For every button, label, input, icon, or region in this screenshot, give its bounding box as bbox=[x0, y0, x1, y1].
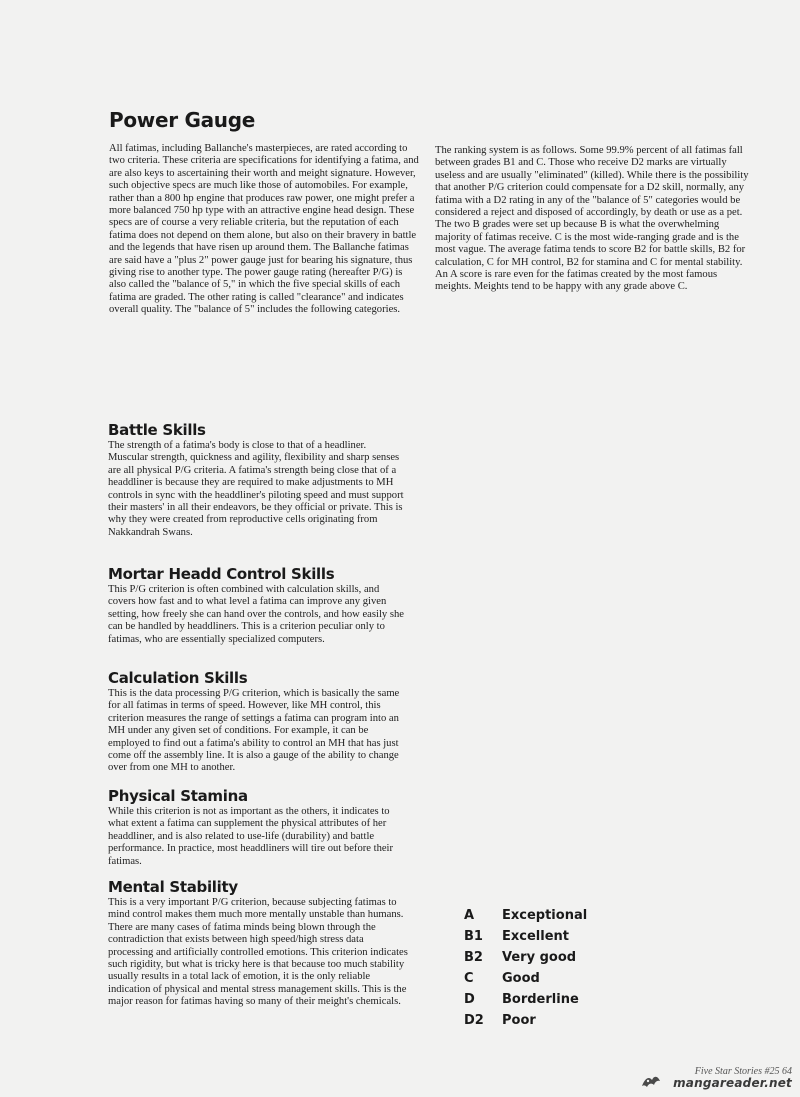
section-calculation-skills bbox=[108, 670, 408, 775]
intro-right-paragraph: The ranking system is as follows. Some 99.9% percent of all fatimas fall between grades B1 and C. Those who receive D2 marks are virtually useless and are usually "eliminated" (killed). While there is the possibility that another P/G criterion could compensate for a D2 skill, normally, any fatima with a D2 rating in any of the "balance of 5" categories would be considered a reject and disposed of accordingly, by death or use as a pet. The two B grades were set up because B is what the overwhelming majority of fatimas receive. C is the most wide-ranging grade and is the most vague. The average fatima tends to score B2 for battle skills, B2 for calculation, C for MH control, B2 for stamina and C for mental stability. An A score is rare even for the fatimas created by the most famous meights. Meights tend to be happy with any grade above C. bbox=[435, 145, 749, 293]
grade-row bbox=[464, 926, 624, 947]
section-heading: Mortar Headd Control Skills bbox=[108, 565, 335, 583]
page-number-note: Five Star Stories #25 64 bbox=[694, 1066, 792, 1077]
grade-label: Borderline bbox=[502, 992, 579, 1007]
grade-label: Exceptional bbox=[502, 908, 588, 923]
grade-code: B2 bbox=[464, 950, 483, 965]
section-battle-skills bbox=[108, 422, 408, 539]
section-body: This is a very important P/G criterion, because subjecting fatimas to mind control makes them much more mentally unstable than humans. There are many cases of fatima minds being blown through the contradiction that exists between high speed/high stress data processing and artificially controlled emotions. This criterion indicates such rigidity, but what is tricky here is that because too much stability usually results in a total lack of emotion, it is the only reliable indication of physical and mental stress management skills. This is the major reason for fatimas having so many of their meight's chemicals. bbox=[108, 897, 408, 1008]
grade-code: C bbox=[464, 971, 474, 986]
section-body: The strength of a fatima's body is close to that of a headliner. Muscular strength, quickness and agility, flexibility and sharp senses are all physical P/G criteria. A fatima's strength being close that of a headdliner is because they are required to make adjustments to MH controls in sync with the headdliner's piloting speed and must support their masters' in all their endeavors, be they official or private. This is why they were created from reproductive cells originating from Nakkandrah Swans. bbox=[108, 440, 404, 538]
section-heading: Mental Stability bbox=[108, 878, 238, 896]
grade-row bbox=[464, 947, 624, 968]
grade-list bbox=[464, 905, 624, 1031]
section-body: This is the data processing P/G criterion, which is basically the same for all fatimas in terms of speed. However, like MH control, this criterion measures the range of settings a fatima can program into an MH under any given set of conditions. For example, it can be employed to find out a fatima's ability to control an MH that has just come off the assembly line. It is also a gauge of the ability to change over from one MH to another. bbox=[108, 688, 400, 774]
grade-label: Excellent bbox=[502, 929, 569, 944]
section-physical-stamina bbox=[108, 788, 408, 868]
intro-left-paragraph: All fatimas, including Ballanche's masterpieces, are rated according to two criteria. These criteria are specifications for identifying a fatima, and are also keys to ascertaining their worth and meight signature. However, such objective specs are much like those of automobiles. For example, rather than a 800 hp engine that produces raw power, one might prefer a more balanced 750 hp type with an attractive engine head design. These specs are of course a very reliable criteria, but the reputation of each fatima does not depend on them alone, but also on their bravery in battle and the legends that have risen up around them. The Ballanche fatimas are said have a "plus 2" power gauge just for bearing his signature, thus giving rise to another type. The power gauge rating (hereafter P/G) is also called the "balance of 5," in which the five special skills of each fatima are graded. The other rating is called "clearance" and indicates overall quality. The "balance of 5" includes the following categories. bbox=[109, 143, 419, 316]
section-heading: Calculation Skills bbox=[108, 669, 248, 687]
watermark-text: mangareader.net bbox=[673, 1076, 792, 1090]
section-mortar-headd-control bbox=[108, 566, 408, 646]
grade-row bbox=[464, 989, 624, 1010]
watermark-logo-icon bbox=[640, 1072, 662, 1092]
grade-label: Poor bbox=[502, 1013, 536, 1028]
grade-label: Very good bbox=[502, 950, 577, 965]
grade-row bbox=[464, 1010, 624, 1031]
section-mental-stability bbox=[108, 879, 408, 1009]
grade-row bbox=[464, 905, 624, 926]
section-body: This P/G criterion is often combined with calculation skills, and covers how fast and to what level a fatima can improve any given setting, how freely she can hand over the controls, and how easily she can be handled by headdliners. This is a criterion peculiar only to fatimas, who are essentially specialized computers. bbox=[108, 584, 404, 645]
grade-code: A bbox=[464, 908, 475, 923]
section-body: While this criterion is not as important as the others, it indicates to what extent a fatima can supplement the physical attributes of her headdliner, and is also related to use-life (durability) and battle performance. In practice, most headdliners will tire out before their fatimas. bbox=[108, 806, 394, 867]
grade-code: D bbox=[464, 992, 475, 1007]
section-heading: Physical Stamina bbox=[108, 787, 248, 805]
grade-label: Good bbox=[502, 971, 540, 986]
section-heading: Battle Skills bbox=[108, 421, 206, 439]
grade-row bbox=[464, 968, 624, 989]
page-footer bbox=[640, 1066, 800, 1096]
page-title: Power Gauge bbox=[109, 108, 255, 132]
grade-code: D2 bbox=[464, 1013, 484, 1028]
grade-code: B1 bbox=[464, 929, 483, 944]
